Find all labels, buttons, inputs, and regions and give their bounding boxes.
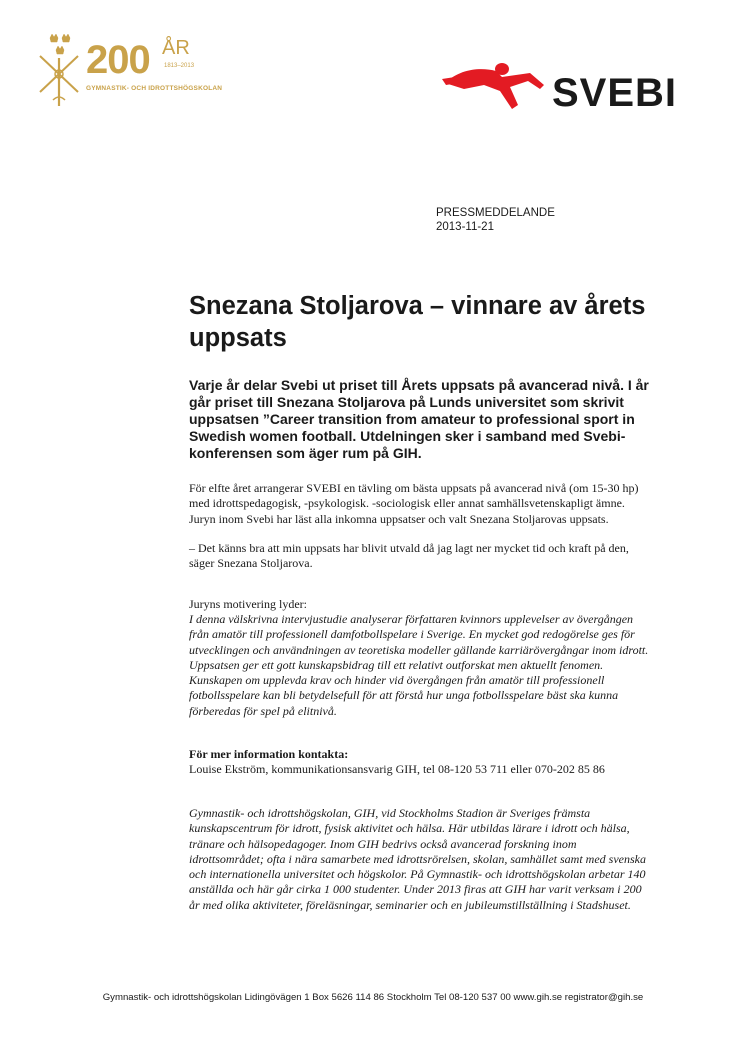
gih-years: 1813–2013 <box>164 63 195 69</box>
crown-emblem-icon <box>36 30 82 108</box>
gih-200-number: 200 <box>86 38 150 82</box>
about-gih: Gymnastik- och idrottshögskolan, GIH, vid Stockholms Stadion är Sveriges främsta kunskapscentrum för idrott, fysisk aktivitet och hälsa. Här utbildas lärare i idrott och hälsa, tränare och hälsopedagoger. Inom GIH bedrivs också avancerad forskning inom idrottsområdet; ofta i nära samarbete med idrottsrörelsen, skolan, samhället samt med svenska och internationella universitet och högskolor. På Gymnastik- och idrottshögskolan arbetar 140 anställda och här går cirka 1 000 studenter. Under 2013 firas att GIH har varit verksam i 200 år med olika aktiviteter, föreläsningar, seminarier och en jubileumstillställning i Stadshuset. <box>189 806 646 912</box>
headline: Snezana Stoljarova – vinnare av årets uppsats <box>189 292 646 352</box>
svebi-logo <box>440 55 680 125</box>
gih-name: GYMNASTIK- OCH IDROTTSHÖGSKOLAN <box>86 85 223 92</box>
jumping-athlete-icon <box>440 55 560 113</box>
body-paragraph: För elfte året arrangerar SVEBI en tävling om bästa uppsats på avancerad nivå (om 15-30 hp) med idrottspedagogisk, -psykologisk. -sociologisk eller annat samhällsvetenskapligt ämne. Juryn inom Svebi har läst alla inkomna uppsatser och valt Snezana Stoljarovas uppsats. <box>189 481 639 526</box>
press-release-label: PRESSMEDDELANDE <box>436 207 555 219</box>
gih-200-logo <box>36 30 236 110</box>
jury-intro: Juryns motivering lyder: <box>189 597 307 611</box>
press-release-date: 2013-11-21 <box>436 221 494 233</box>
contact-info: Louise Ekström, kommunikationsansvarig GIH, tel 08-120 53 711 eller 070-202 85 86 <box>189 762 605 776</box>
jury-motivation: I denna välskrivna intervjustudie analyserar författaren kvinnors upplevelser av övergången från amatör till professionell damfotbollspelare i Sverige. En mycket god redogörelse ges för utvecklingen och användningen av teoretiska modeller gällande karriärövergångar inom idrott. Uppsatsen ger ett gott kunskapsbidrag till ett relativt outforskat men aktuellt fenomen. Kunskapen om upplevda krav och hinder vid övergången från amatör till professionell fotbollsspelare kan bli betydelsefull för att förstå hur unga fotbollsspelare bäst ska kunna förberedas för spel på elitnivå. <box>189 612 649 718</box>
lead-paragraph: Varje år delar Svebi ut priset till Årets uppsats på avancerad nivå. I år går priset till Snezana Stoljarova på Lunds universitet som skrivit uppsatsen ”Career transition from amateur to professional sport in Swedish women football. Utdelningen sker i samband med Svebi-konferensen som äger rum på GIH. <box>189 377 649 461</box>
footer-address: Gymnastik- och idrottshögskolan Lidingövägen 1 Box 5626 114 86 Stockholm Tel 08-120 537 00 www.gih.se registrator@gih.se <box>102 992 644 1003</box>
svebi-wordmark: SVEBI <box>552 71 678 115</box>
gih-ar-label: ÅR <box>162 37 190 59</box>
contact-heading: För mer information kontakta: <box>189 747 349 761</box>
winner-quote: – Det känns bra att min uppsats har blivit utvald då jag lagt ner mycket tid och kraft på den, säger Snezana Stoljarova. <box>189 541 629 571</box>
